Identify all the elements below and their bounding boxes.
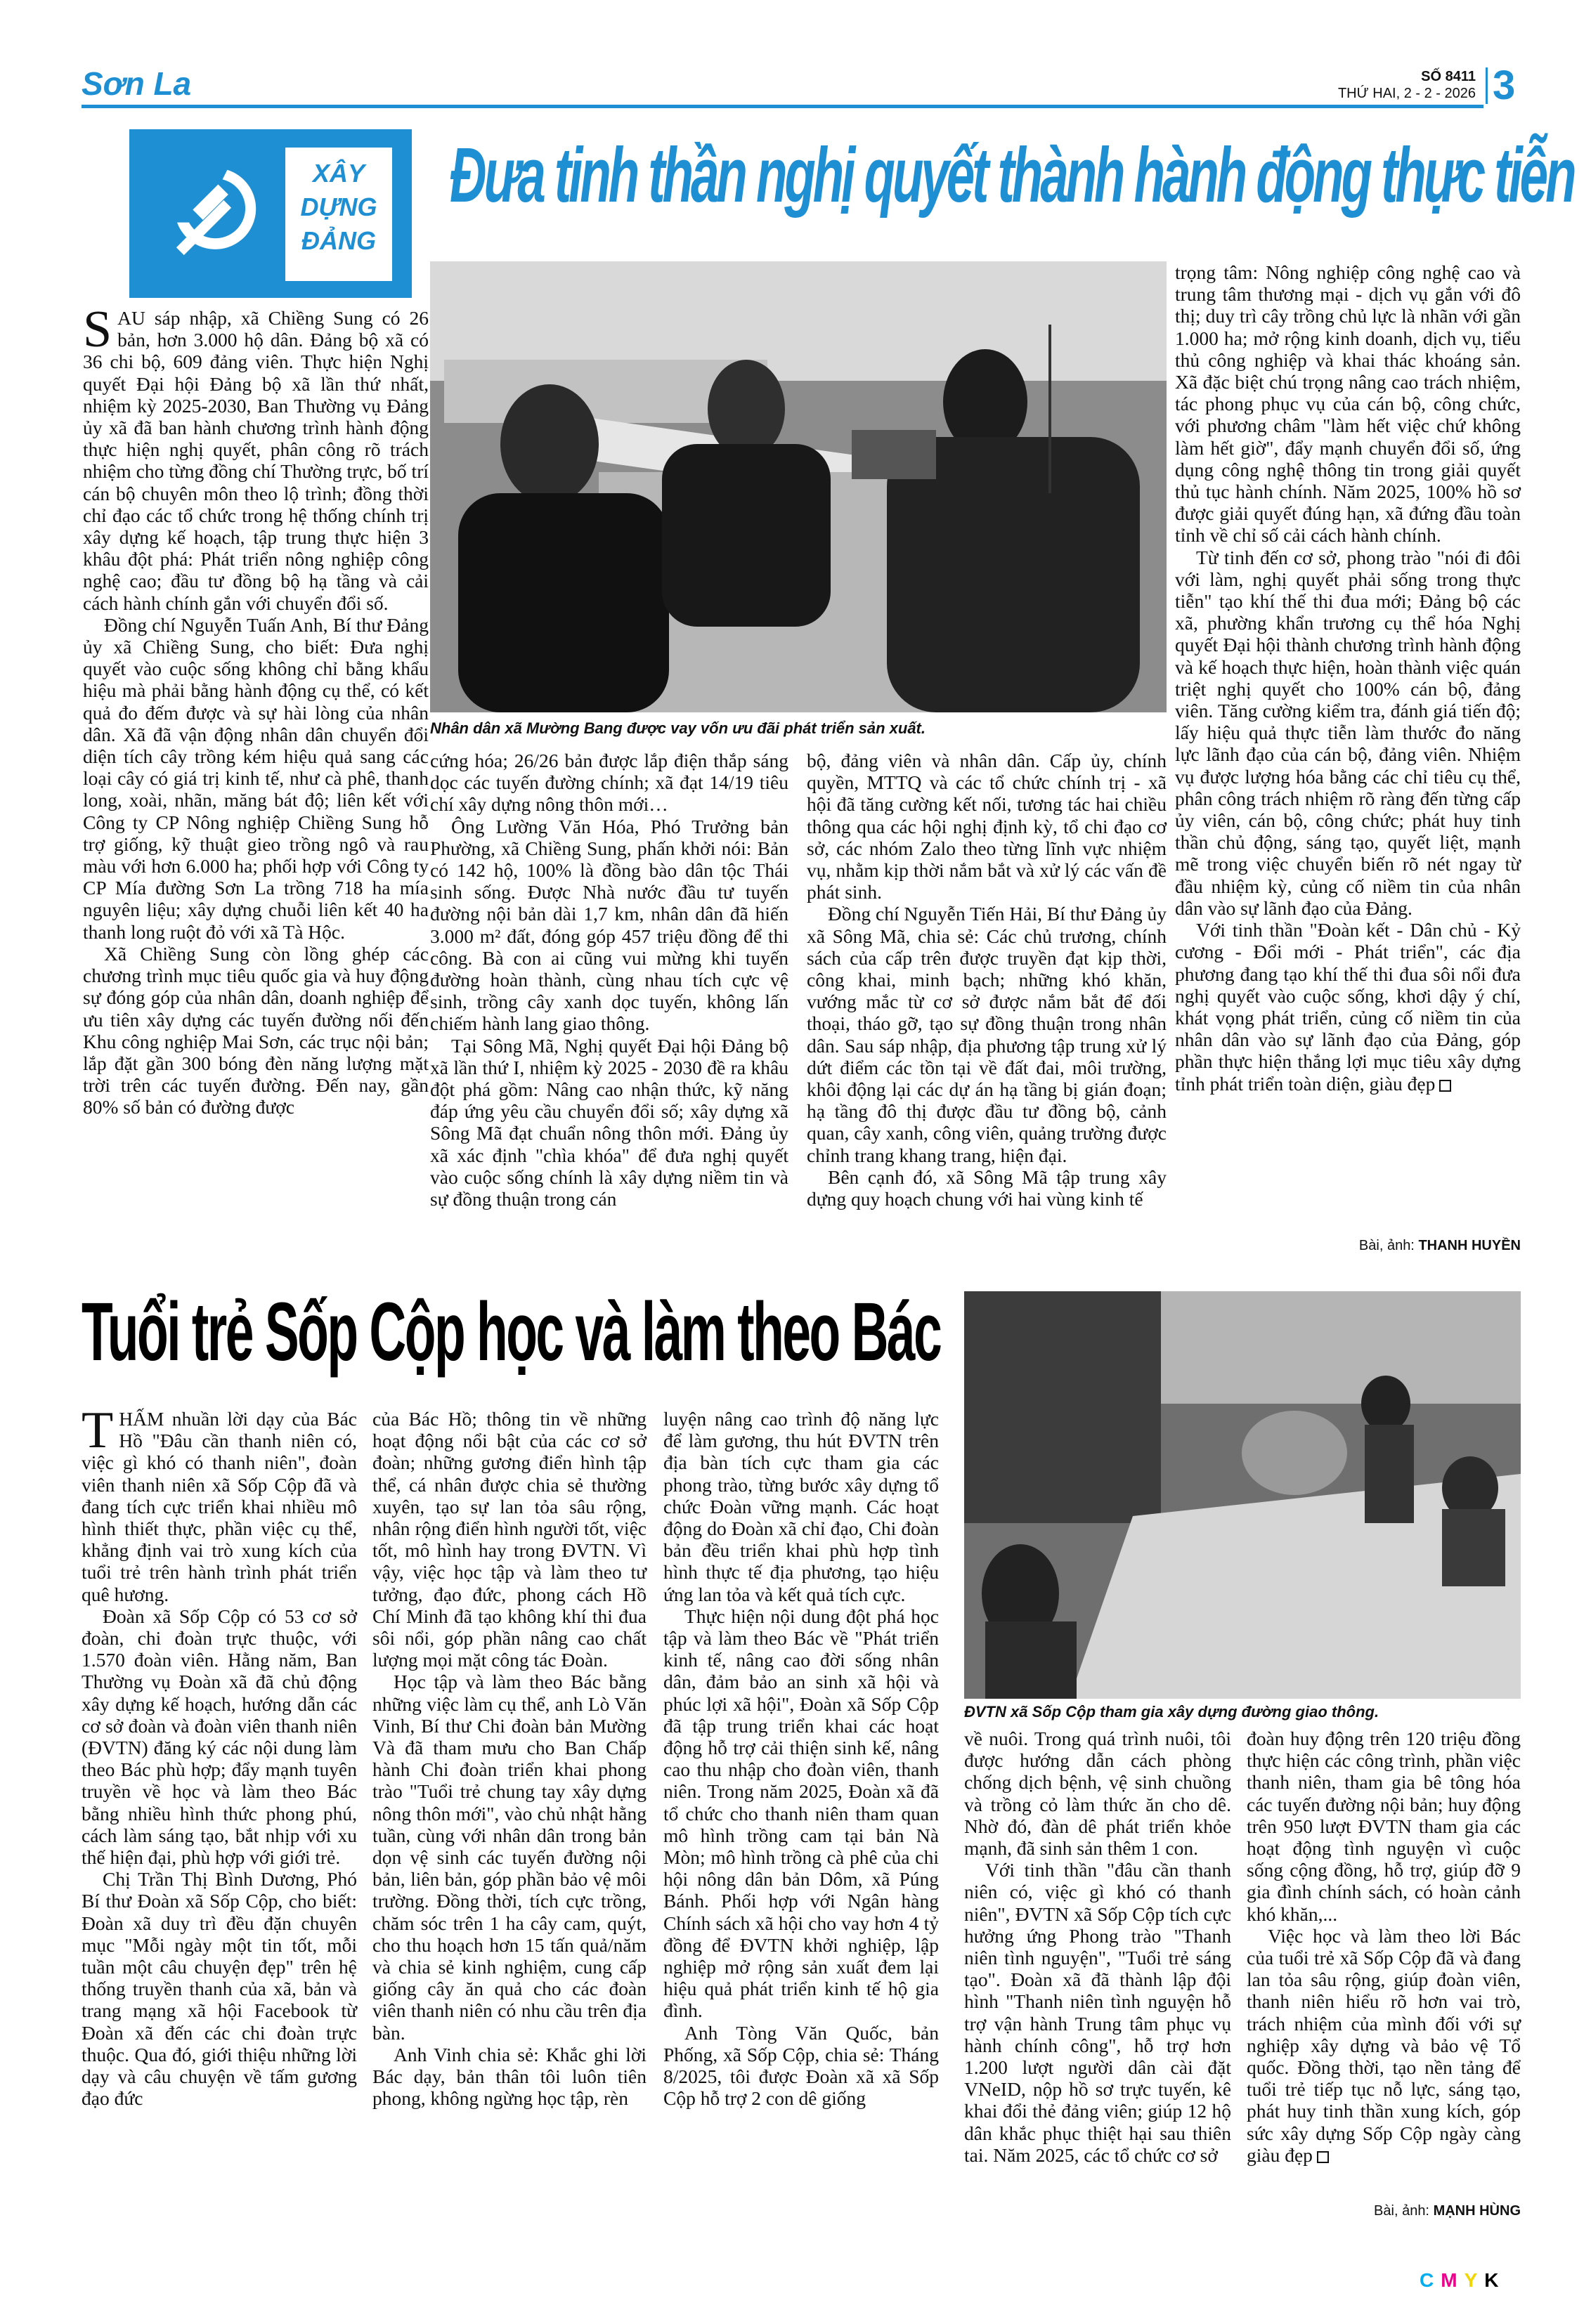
- article1-photo-caption: Nhân dân xã Mường Bang được vay vốn ưu đãi phát triển sản xuất.: [430, 719, 926, 737]
- article2-byline: [1247, 2203, 1521, 2219]
- article2-col3: [663, 1408, 939, 2110]
- article1-col2: [430, 750, 788, 1210]
- article2-col3-para3: Anh Tòng Văn Quốc, bản Phống, xã Sốp Cộp, chia sẻ: Tháng 8/2025, tôi được Đoàn xã xã Sốp Cộp hỗ trợ 2 con dê giống: [663, 2021, 939, 2110]
- article1-col4: [1175, 261, 1521, 1095]
- section-name: Sơn La: [82, 65, 192, 102]
- badge-line-3: ĐẢNG: [301, 226, 376, 255]
- article2-col1-para3: Chị Trần Thị Bình Dương, Phó Bí thư Đoàn xã Sốp Cộp, cho biết: Đoàn xã duy trì đều đặn chuyên mục "Mỗi ngày một tin tốt, mỗi tuần một câu chuyện đẹp" trên hệ thống truyền thanh của xã, bản và trang mạng xã hội Facebook từ Đoàn xã đến các chi đoàn trực thuộc. Qua đó, giới thiệu những lời dạy và câu chuyện về tấm gương đạo đức: [82, 1868, 357, 2110]
- issue-number: SỐ 8411: [1421, 69, 1476, 84]
- article2-col4-para1: về nuôi. Trong quá trình nuôi, tôi được hướng dẫn cách phòng chống dịch bệnh, vệ sinh chuồng và trồng cỏ làm thức ăn cho dê. Nhờ đó, đàn dê phát triển khỏe mạnh, đã sinh sản thêm 1 con.: [964, 1728, 1231, 1860]
- article2-col1-para1-text: HẤM nhuần lời dạy của Bác Hồ "Đâu cần thanh niên có, việc gì khó có thanh niên", đoàn viên thanh niên xã Sốp Cộp đã và đang tích cực triển khai nhiều mô hình thiết thực, phần việc cụ thể, khẳng định vai trò xung kích của tuổi trẻ trên hành trình phát triển quê hương.: [82, 1408, 357, 1605]
- article2-col1: [82, 1402, 357, 2110]
- article2-byline-label: Bài, ảnh:: [1374, 2203, 1429, 2219]
- article2-col5: [1247, 1728, 1521, 2166]
- article2-col3-para2: Thực hiện nội dung đột phá học tập và làm theo Bác về "Phát triển kinh tế, nâng cao đời sống nhân dân, đảm bảo an sinh xã hội và phúc lợi xã hội", Đoàn xã Sốp Cộp đã tập trung triển khai các hoạt động hỗ trợ cải thiện sinh kế, nâng cao thu nhập cho đoàn viên, thanh niên. Trong năm 2025, Đoàn xã đã tổ chức cho thanh niên tham quan mô hình trồng cam tại bản Nà Mòn; mô hình trồng cà phê của chi hội nông dân bản Dôm, xã Púng Bánh. Phối hợp với Ngân hàng Chính sách xã hội cho vay hơn 4 tỷ đồng để ĐVTN khởi nghiệp, lập nghiệp mở rộng sản xuất đem lại hiệu quả phát triển kinh tế hộ gia đình.: [663, 1605, 939, 2022]
- article1-byline-author: THANH HUYỀN: [1418, 1238, 1521, 1253]
- hammer-sickle-icon: [153, 153, 273, 273]
- article1-col4-para1: trọng tâm: Nông nghiệp công nghệ cao và trung tâm thương mại - dịch vụ gắn với đô thị; duy trì cây trồng chủ lực là nhãn với gần 1.000 ha; mở rộng kinh doanh, dịch vụ, tiểu thủ công nghiệp và khai thác khoáng sản. Xã đặc biệt chú trọng nâng cao trách nhiệm, tác phong phục vụ của cán bộ, công chức, với phương châm "làm hết việc chứ không làm hết giờ", đẩy mạnh chuyển đổi số, ứng dụng công nghệ thông tin trong giải quyết thủ tục hành chính. Năm 2025, 100% hồ sơ được giải quyết đúng hạn, xã đứng đầu toàn tỉnh về chỉ số cải cách hành chính.: [1175, 261, 1521, 547]
- article2-col4-para2: Với tinh thần "đâu cần thanh niên có, việc gì khó có thanh niên", ĐVTN xã Sốp Cộp tích cực hưởng ứng Phong trào "Thanh niên tình nguyện", "Tuổi trẻ sáng tạo". Đoàn xã đã thành lập đội hình "Thanh niên tình nguyện hỗ trợ vận hành Trung tâm phục vụ hành chính công", hỗ trợ hơn 1.200 lượt người dân cài đặt VNeID, nộp hồ sơ trực tuyến, kê khai đổi thẻ đảng viên; giúp 12 hộ dân khắc phục thiệt hại sau thiên tai. Năm 2025, các tổ chức cơ sở: [964, 1859, 1231, 2166]
- header-rule: [82, 105, 1483, 108]
- cmyk-c: C: [1420, 2269, 1441, 2291]
- cmyk-k: K: [1484, 2269, 1506, 2291]
- end-mark: [1439, 1080, 1451, 1092]
- badge-line-1: XÂY: [312, 159, 365, 188]
- end-mark: [1317, 2151, 1329, 2163]
- article2-col1-para1: [82, 1402, 357, 1605]
- article2-col2-para2: Học tập và làm theo Bác bằng những việc làm cụ thể, anh Lò Văn Vinh, Bí thư Chi đoàn bản Mường Và đã tham mưu cho Ban Chấp hành Chi đoàn triển khai phong trào "Tuổi trẻ chung tay xây dựng nông thôn mới", vào chủ nhật hằng tuần, cùng với nhân dân trong bản dọn vệ sinh các tuyến đường nội bản, liên bản, góp phần bảo vệ môi trường. Đồng thời, tích cực trồng, chăm sóc trên 1 ha cây cam, quýt, cho thu hoạch hơn 15 tấn quả/năm và chia sẻ kinh nghiệm, cung cấp giống cây ăn quả cho các đoàn viên thanh niên có nhu cầu trên địa bàn.: [372, 1671, 647, 2044]
- article2-col5-para2: [1247, 1925, 1521, 2166]
- article1-col1-para2: Đồng chí Nguyễn Tuấn Anh, Bí thư Đảng ủy xã Chiềng Sung, cho biết: Đưa nghị quyết vào cuộc sống không chỉ bằng khẩu hiệu mà phải bằng hành động cụ thể, có kết quả đo đếm được và sự hài lòng của nhân dân. Xã đã vận động nhân dân chuyển đổi diện tích cây trồng kém hiệu quả sang các loại cây có giá trị kinh tế, như cà phê, thanh long, xoài, nhãn, măng bát độ; liên kết với Công ty CP Nông nghiệp Chiềng Sung hỗ trợ giống, kỹ thuật gieo trồng ngô và rau màu với hơn 6.000 ha; phối hợp với Công ty CP Mía đường Sơn La trồng 718 ha mía nguyên liệu; xây dựng chuỗi liên kết 40 ha thanh long ruột đỏ với xã Tà Hộc.: [83, 613, 429, 943]
- article1-col1-para1: [83, 301, 429, 614]
- cmyk-y: Y: [1464, 2269, 1485, 2291]
- dropcap: S: [83, 301, 112, 358]
- article1-byline: [1175, 1238, 1521, 1254]
- article1-col4-para2: Từ tinh đến cơ sở, phong trào "nói đi đôi với làm, nghị quyết phải sống trong thực tiễn" tạo khí thế thi đua mới; Đảng bộ các xã, phường khẩn trương cụ thể hóa Nghị quyết Đại hội thành chương trình hành động và kế hoạch thực hiện, hoàn thành việc quán triệt nghị quyết cho 100% cán bộ, đảng viên. Tăng cường kiểm tra, đánh giá tiến độ; lấy hiệu quả thực tiễn làm thước đo năng lực lãnh đạo của cán bộ, đảng viên. Nhiệm vụ được lượng hóa bằng các chỉ tiêu cụ thể, phân công trách nhiệm rõ ràng đến từng cấp ủy viên, cán bộ, công chức; phát huy tinh thần chủ động, sáng tạo, quyết liệt, mạnh mẽ trong việc chuyển biến rõ nét ngay từ đầu nhiệm kỳ, củng cố niềm tin của nhân dân vào sự lãnh đạo của Đảng.: [1175, 546, 1521, 919]
- article1-col4-para3-text: Với tinh thần "Đoàn kết - Dân chủ - Kỷ cương - Đổi mới - Phát triển", các địa phương đang tạo khí thế thi đua sôi nổi đưa nghị quyết vào cuộc sống, khơi dậy ý chí, khát vọng phát triển, củng cố niềm tin của nhân dân vào sự lãnh đạo của Đảng, góp phần thực hiện thắng lợi mục tiêu xây dựng tỉnh phát triển toàn diện, giàu đẹp: [1175, 919, 1521, 1095]
- article2-headline: Tuổi trẻ Sốp Cộp học và làm theo Bác: [82, 1286, 941, 1378]
- article1-col2-para1: cứng hóa; 26/26 bản được lắp điện thắp sáng dọc các tuyến đường chính; xã đạt 14/19 tiêu chí xây dựng nông thôn mới…: [430, 750, 788, 816]
- article2-col3-para1: luyện nâng cao trình độ năng lực để làm gương, thu hút ĐVTN trên địa bàn tích cực tham gia các phong trào, từng bước xây dựng tổ chức Đoàn vững mạnh. Các hoạt động do Đoàn xã chỉ đạo, Chi đoàn bản đều triển khai phù hợp tình hình thực tế địa phương, tạo hiệu ứng lan tỏa và kết quả tích cực.: [663, 1408, 939, 1605]
- article2-col5-para2-text: Việc học và làm theo lời Bác của tuổi trẻ xã Sốp Cộp đã và đang lan tỏa sâu rộng, giúp đoàn viên, thanh niên hiểu rõ hơn vai trò, trách nhiệm của mình đối với sự nghiệp xây dựng và bảo vệ Tổ quốc. Đồng thời, tạo nền tảng để tuổi trẻ tiếp tục nỗ lực, sáng tạo, phát huy tinh thần xung kích, góp sức xây dựng Sốp Cộp ngày càng giàu đẹp: [1247, 1924, 1521, 2166]
- article2-photo-caption: ĐVTN xã Sốp Cộp tham gia xây dựng đường giao thông.: [964, 1703, 1379, 1721]
- article1-byline-label: Bài, ảnh:: [1358, 1238, 1415, 1253]
- article1-photo: [430, 261, 1167, 712]
- article2-byline-author: MẠNH HÙNG: [1433, 2203, 1521, 2219]
- article1-col1-para1-text: AU sáp nhập, xã Chiềng Sung có 26 bản, hơn 3.000 hộ dân. Đảng bộ xã có 36 chi bộ, 609 đảng viên. Thực hiện Nghị quyết Đại hội Đảng bộ xã lần thứ nhất, nhiệm kỳ 2025-2030, Ban Thường vụ Đảng ủy xã đã ban hành chương trình hành động thực hiện nghị quyết, phân công rõ trách nhiệm cho từng đồng chí Thường trực, bố trí cán bộ chuyên môn theo lộ trình; đồng thời chỉ đạo các tổ chức trong hệ thống chính trị xây dựng kế hoạch, tập trung thực hiện 3 khâu đột phá: Phát triển nông nghiệp công nghệ cao; đầu tư đồng bộ hạ tầng và cải cách hành chính gắn với chuyển đổi số.: [83, 307, 429, 614]
- article1-col3: [807, 750, 1167, 1210]
- article2-col5-para1: đoàn huy động trên 120 triệu đồng thực hiện các công trình, phần việc thanh niên, tham gia bê tông hóa các tuyến đường nội bản; huy động trên 950 lượt ĐVTN tham gia các hoạt động tình nguyện vì cuộc sống cộng đồng, hỗ trợ, giúp đỡ 9 gia đình chính sách, có hoàn cảnh khó khăn,...: [1247, 1728, 1521, 1925]
- article2-col4: [964, 1728, 1231, 2166]
- article1-col1: [83, 301, 429, 1118]
- page-number-divider: [1486, 67, 1488, 104]
- article1-col2-para2: Ông Lường Văn Hóa, Phó Trưởng bản Phường, xã Chiềng Sung, phấn khởi nói: Bản có 142 hộ, 100% là đồng bào dân tộc Thái sinh sống. Được Nhà nước đầu tư tuyến đường nội bản dài 1,7 km, nhân dân đã hiến 3.000 m² đất, đóng góp 457 triệu đồng để thi công. Bà con ai cũng vui mừng khi tuyến đường hoàn thành, cùng nhau tích cực vệ sinh, trồng cây xanh dọc tuyến, không lấn chiếm hành lang giao thông.: [430, 815, 788, 1035]
- article1-col3-para3: Bên cạnh đó, xã Sông Mã tập trung xây dựng quy hoạch chung với hai vùng kinh tế: [807, 1166, 1167, 1210]
- article2-col1-para2: Đoàn xã Sốp Cộp có 53 cơ sở đoàn, chi đoàn trực thuộc, với 1.570 đoàn viên. Hằng năm, Ban Thường vụ Đoàn xã đã chủ động xây dựng kế hoạch, hướng dẫn các cơ sở đoàn và đoàn viên thanh niên (ĐVTN) đăng ký các nội dung làm theo Bác phù hợp; đẩy mạnh tuyên truyền về học và làm theo Bác bằng nhiều hình thức phong phú, cách làm sáng tạo, bắt nhịp với xu thế hiện đại, phù hợp với giới trẻ.: [82, 1605, 357, 1869]
- dropcap: T: [82, 1402, 114, 1459]
- article1-col2-para3: Tại Sông Mã, Nghị quyết Đại hội Đảng bộ xã lần thứ I, nhiệm kỳ 2025 - 2030 đề ra khâu đột phá gồm: Nâng cao nhận thức, kỹ năng đáp ứng yêu cầu chuyển đổi số; xây dựng xã Sông Mã đạt chuẩn nông thôn mới. Đảng ủy xã xác định "chìa khóa" để đưa nghị quyết vào cuộc sống chính là xây dựng niềm tin và sự đồng thuận trong cán: [430, 1034, 788, 1210]
- article2-photo: [964, 1291, 1521, 1699]
- issue-date: THỨ HAI, 2 - 2 - 2026: [1337, 86, 1476, 101]
- article1-col3-para1: bộ, đảng viên và nhân dân. Cấp ủy, chính quyền, MTTQ và các tổ chức chính trị - xã hội đã tăng cường kết nối, tương tác hai chiều thông qua các hội nghị định kỳ, tổ chi đạo cơ sở, các nhóm Zalo theo từng lĩnh vực nhiệm vụ, nhằm kịp thời nắm bắt và xử lý các vấn đề phát sinh.: [807, 750, 1167, 903]
- cmyk-marks: [1420, 2269, 1505, 2292]
- badge-line-2: DỰNG: [300, 192, 377, 221]
- badge-text-box: [285, 148, 392, 281]
- article1-col1-para3: Xã Chiềng Sung còn lồng ghép các chương trình mục tiêu quốc gia và huy động sự đóng góp của nhân dân, doanh nghiệp để ưu tiên xây dựng các tuyến đường nối đến Khu công nghiệp Mai Sơn, các trục nội bản; lắp đặt gần 300 bóng đèn năng lượng mặt trời trên các tuyến đường. Đến nay, gần 80% số bản có đường được: [83, 942, 429, 1118]
- people-at-desk-image: [430, 261, 1167, 712]
- cmyk-m: M: [1441, 2269, 1465, 2291]
- article2-col2-para3: Anh Vinh chia sẻ: Khắc ghi lời Bác dạy, bản thân tôi luôn tiên phong, không ngừng học tập, rèn: [372, 2043, 647, 2110]
- article2-col2-para1: của Bác Hồ; thông tin về những hoạt động nổi bật của các cơ sở đoàn; những gương điển hình tập thể, cá nhân được chia sẻ thường xuyên, tạo sự lan tỏa sâu rộng, nhân rộng điển hình người tốt, việc tốt, mô hình hay trong ĐVTN. Vì vậy, việc học tập và làm theo tư tưởng, đạo đức, phong cách Hồ Chí Minh đã tạo không khí thi đua sôi nổi, góp phần nâng cao chất lượng mọi mặt công tác Đoàn.: [372, 1408, 647, 1671]
- article1-col3-para2: Đồng chí Nguyễn Tiến Hải, Bí thư Đảng ủy xã Sông Mã, chia sẻ: Các chủ trương, chính sách của cấp trên được truyền đạt kịp thời, công khai, minh bạch; những khó khăn, vướng mắc từ cơ sở được nắm bắt để đối thoại, tháo gỡ, tạo sự đồng thuận trong nhân dân. Sau sáp nhập, địa phương tập trung xử lý dứt điểm các tồn tại về đất đai, môi trường, khôi động lại các dự án hạ tầng bị gián đoạn; hạ tầng đô thị được đầu tư đồng bộ, cảnh quan, cây xanh, công viên, quảng trường được chỉnh trang khang trang, hiện đại.: [807, 903, 1167, 1166]
- article2-col2: [372, 1408, 647, 2110]
- article1-headline: Đưa tinh thần nghị quyết thành hành động thực tiễn: [450, 132, 1574, 218]
- road-construction-image: [964, 1291, 1521, 1699]
- article1-col4-para3: [1175, 919, 1521, 1095]
- page-number: 3: [1493, 63, 1516, 108]
- section-badge: [129, 129, 412, 298]
